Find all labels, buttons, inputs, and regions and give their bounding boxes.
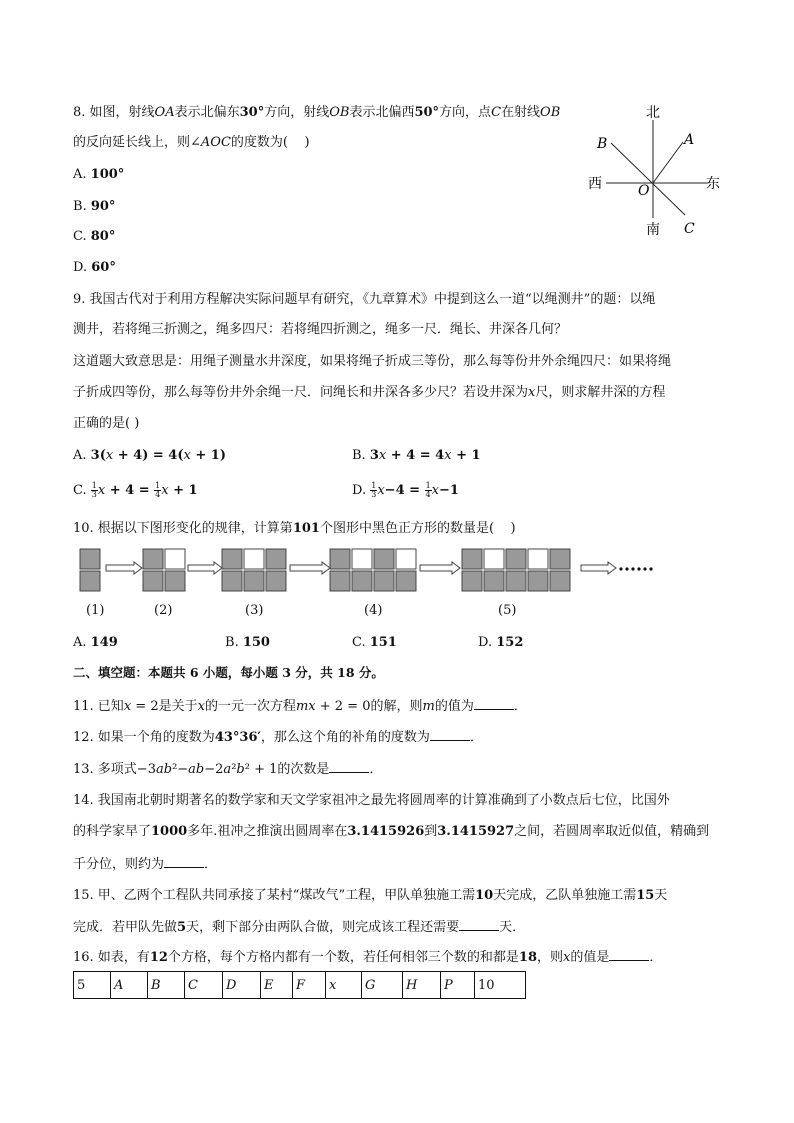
q8-option-a: A. 100° <box>73 167 125 182</box>
q12-blank[interactable] <box>430 728 470 741</box>
point-b-label: B <box>597 136 608 152</box>
section-2-heading: 二、填空题：本题共 6 小题，每小题 3 分，共 18 分。 <box>73 665 384 680</box>
cell-7: F <box>293 972 326 999</box>
cell-5: D <box>223 972 261 999</box>
q8-line2: 的反向延长线上，则∠AOC的度数为( ) <box>73 135 310 150</box>
pattern-label-2: (2) <box>154 603 173 618</box>
west-label: 西 <box>588 176 602 192</box>
compass-figure <box>580 100 730 240</box>
q9-line1: 9. 我国古代对于利用方程解决实际问题早有研究，《九章算术》中提到这么一道“以绳测井”的题：以绳 <box>73 292 656 307</box>
q8-option-b: B. 90° <box>73 199 116 214</box>
q11-blank[interactable] <box>474 697 514 710</box>
q11: 11. 已知x = 2是关于x的一元一次方程mx + 2 = 0的解，则m的值为 ． <box>73 699 527 714</box>
q9-option-b: B. 3x + 4 = 4x + 1 <box>352 448 481 463</box>
cell-3: B <box>148 972 185 999</box>
q15-line1: 15. 甲、乙两个工程队共同承接了某村“煤改气”工程，甲队单独施工需10天完成，乙队单独施工需15天 <box>73 888 668 903</box>
q9-line4: 子折成四等份，那么每等份井外余绳一尺．问绳长和井深各多少尺？若设井深为x尺，则求解井深的方程 <box>73 385 666 400</box>
q10-option-c: C. 151 <box>352 635 397 650</box>
q8-option-d: D. 60° <box>73 260 116 275</box>
q13-blank[interactable] <box>329 760 369 773</box>
ray-oa <box>653 142 683 183</box>
point-c-label: C <box>684 221 695 237</box>
cell-11: P <box>441 972 475 999</box>
q15-blank[interactable] <box>459 918 499 931</box>
pattern-label-4: (4) <box>364 603 383 618</box>
pattern-label-3: (3) <box>245 603 264 618</box>
q8-line1: 8. 如图，射线OA表示北偏东30°方向，射线OB表示北偏西50°方向，点C在射线OB <box>73 105 561 120</box>
q14-line3: 千分位，则约为 ． <box>73 857 218 872</box>
q9-option-a: A. 3(x + 4) = 4(x + 1) <box>73 448 226 463</box>
q9-option-c: C. $\frac{1}{3}$ x + 4 = $\frac{1}{4}$ x + 1 <box>73 481 198 499</box>
cell-8: x <box>326 972 362 999</box>
east-label: 东 <box>706 176 720 192</box>
q9-line2: 测井，若将绳三折测之，绳多四尺：若将绳四折测之，绳多一尺．绳长、井深各几何？ <box>73 322 568 337</box>
cell-9: G <box>362 972 403 999</box>
q10-option-b: B. 150 <box>225 635 270 650</box>
q8-option-c: C. 80° <box>73 229 116 244</box>
q9-option-d: D. $\frac{1}{3}$ x−4 = $\frac{1}{4}$ x−1 <box>352 481 459 499</box>
q9-line3: 这道题大致意思是：用绳子测量水井深度，如果将绳子折成三等份，那么每等份井外余绳四尺：如果将绳 <box>73 354 672 369</box>
point-a-label: A <box>684 132 695 148</box>
q13: 13. 多项式−3ab²−ab−2a²b² + 1的次数是 ． <box>73 762 383 777</box>
cell-4: C <box>185 972 223 999</box>
pattern-label-1: (1) <box>86 603 105 618</box>
q10-option-a: A. 149 <box>73 635 118 650</box>
q16-stem: 16. 如表，有12个方格，每个方格内都有一个数，若任何相邻三个数的和都是18，则x的值是 ． <box>73 950 663 965</box>
cell-2: A <box>111 972 148 999</box>
q14-blank[interactable] <box>164 855 204 868</box>
cell-12: 10 <box>475 972 526 999</box>
point-o-label: O <box>638 183 650 199</box>
q10-option-d: D. 152 <box>478 635 524 650</box>
north-label: 北 <box>646 105 660 121</box>
q14-line2: 的科学家早了1000多年.祖冲之推演出圆周率在3.1415926到3.1415927之间，若圆周率取近似值，精确到 <box>73 824 710 839</box>
q15-line2: 完成．若甲队先做5天，剩下部分由两队合做，则完成该工程还需要 天． <box>73 920 526 935</box>
cell-6: E <box>261 972 293 999</box>
q9-line5: 正确的是( ) <box>73 416 140 431</box>
q12: 12. 如果一个角的度数为43°36′，那么这个角的补角的度数为 ． <box>73 730 483 745</box>
q14-line1: 14. 我国南北朝时期著名的数学家和天文学家祖冲之最先将圆周率的计算准确到了小数点后七位，比国外 <box>73 793 670 808</box>
south-label: 南 <box>646 222 660 238</box>
pattern-label-5: (5) <box>498 603 517 618</box>
cell-1: 5 <box>74 972 111 999</box>
cell-10: H <box>403 972 441 999</box>
q16-table <box>73 971 526 999</box>
pattern-figure <box>76 546 676 596</box>
q16-blank[interactable] <box>609 948 649 961</box>
q10-stem: 10. 根据以下图形变化的规律，计算第101个图形中黑色正方形的数量是( ) <box>73 521 516 536</box>
